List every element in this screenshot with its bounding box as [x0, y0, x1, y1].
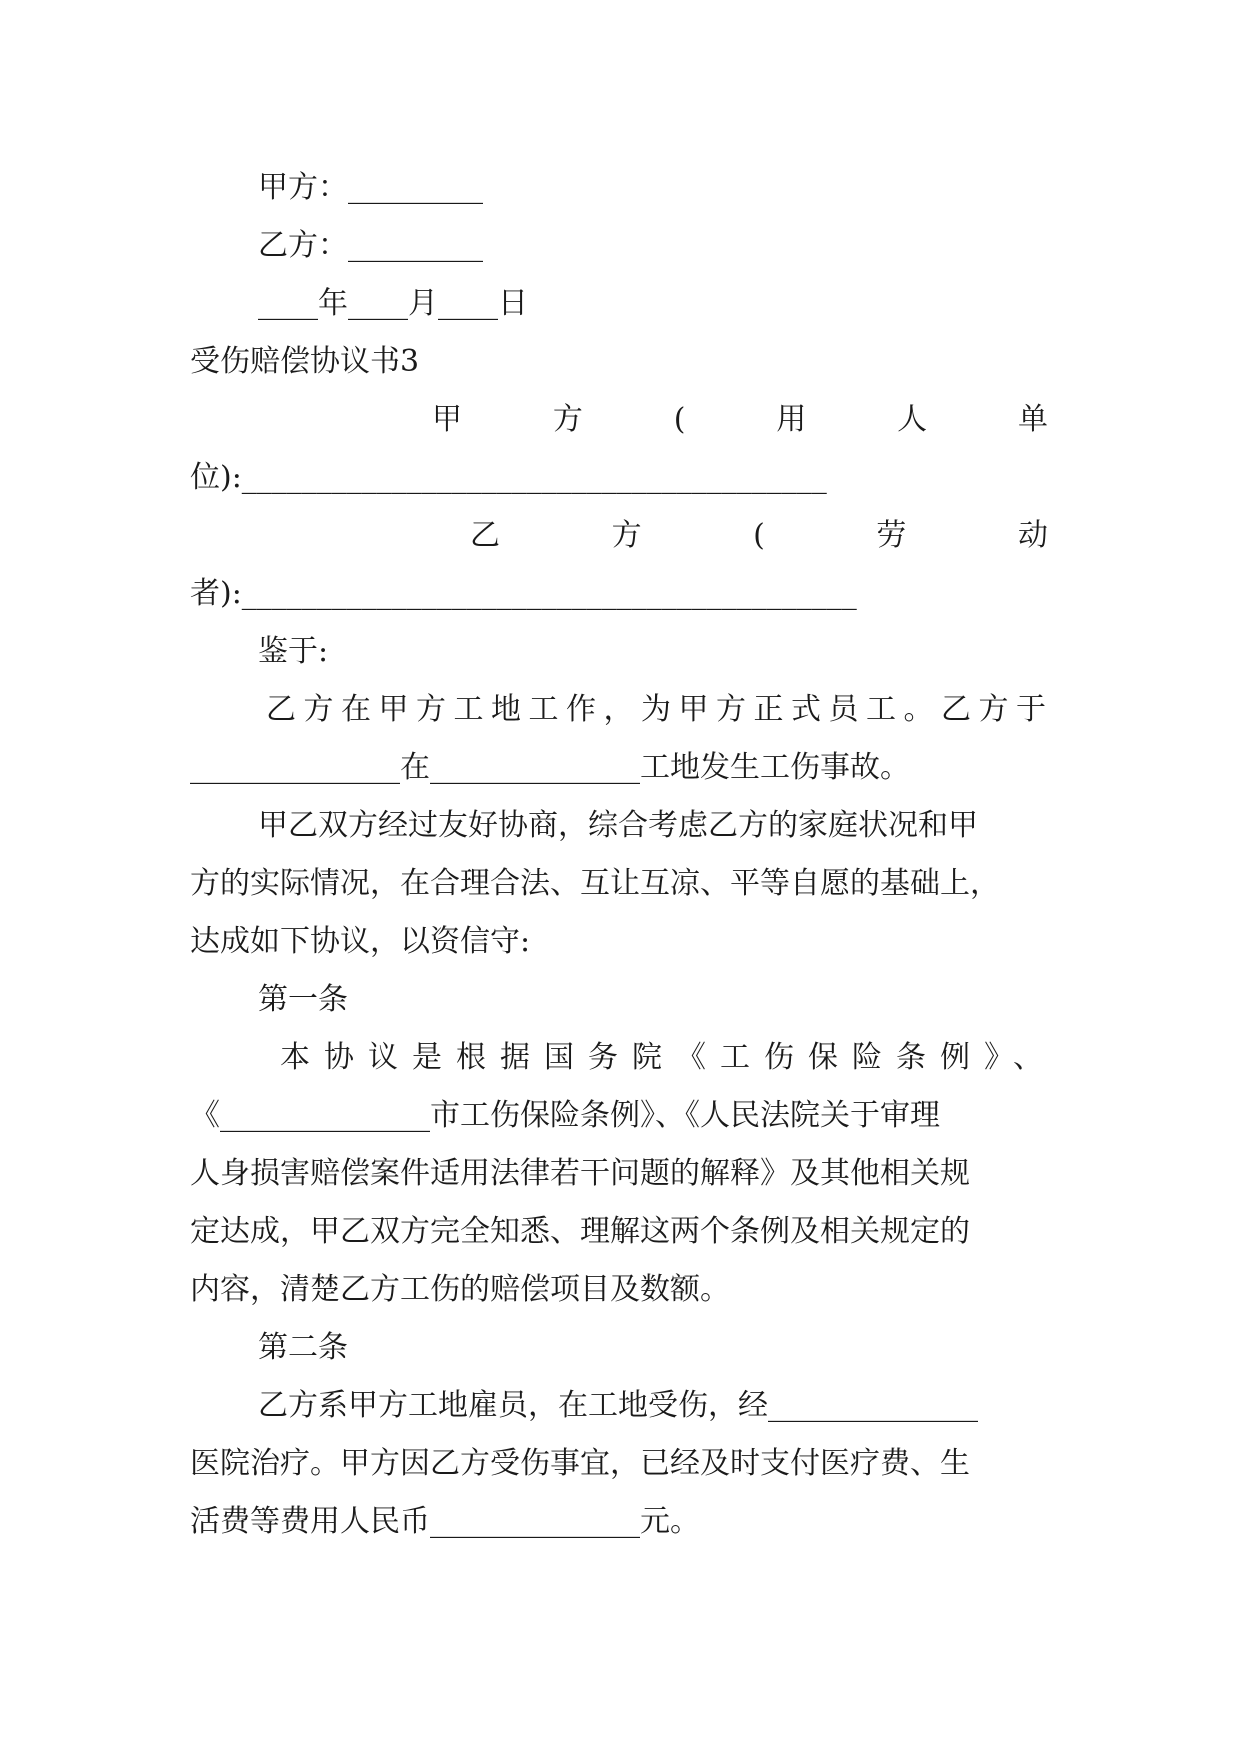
article-2-line-1: 乙方系甲方工地雇员，在工地受伤，经______________ [258, 1388, 978, 1423]
article-2-line-2: 医院治疗。甲方因乙方受伤事宜，已经及时支付医疗费、生 [190, 1446, 970, 1481]
party-b-worker-header: 乙 方 ( 劳 动 [470, 518, 1048, 553]
party-b-worker-blank: 者):_________________________________________ [190, 576, 857, 611]
incident-paragraph-line-2: ______________在______________工地发生工伤事故。 [190, 750, 910, 785]
article-1-line-4: 定达成，甲乙双方完全知悉、理解这两个条例及相关规定的 [190, 1214, 970, 1249]
negotiation-paragraph-line-3: 达成如下协议，以资信守: [190, 924, 531, 959]
party-b-signature-line: 乙方：_________ [258, 228, 483, 263]
article-2-line-3: 活费等费用人民币______________元。 [190, 1504, 700, 1539]
incident-paragraph-line-1: 乙方在甲方工地工作，为甲方正式员工。乙方于 [266, 692, 1054, 727]
article-1-line-1: 本协议是根据国务院《工伤保险条例》、 [280, 1040, 1057, 1075]
party-a-employer-blank: 位):_______________________________________ [190, 460, 827, 495]
document-title: 受伤赔偿协议书3 [190, 344, 420, 379]
article-1-line-5: 内容，清楚乙方工伤的赔偿项目及数额。 [190, 1272, 730, 1307]
party-a-signature-line: 甲方：_________ [258, 170, 483, 205]
negotiation-paragraph-line-1: 甲乙双方经过友好协商，综合考虑乙方的家庭状况和甲 [258, 808, 978, 843]
article-1-line-2: 《______________市工伤保险条例》、《人民法院关于审理 [190, 1098, 940, 1133]
article-1-line-3: 人身损害赔偿案件适用法律若干问题的解释》及其他相关规 [190, 1156, 970, 1191]
whereas-heading: 鉴于: [258, 634, 329, 669]
negotiation-paragraph-line-2: 方的实际情况，在合理合法、互让互凉、平等自愿的基础上， [190, 866, 1000, 901]
signature-date-line: ____年____月____日 [258, 286, 528, 321]
party-a-employer-header: 甲 方 ( 用 人 单 [432, 402, 1048, 437]
article-2-heading: 第二条 [258, 1330, 348, 1365]
article-1-heading: 第一条 [258, 982, 348, 1017]
